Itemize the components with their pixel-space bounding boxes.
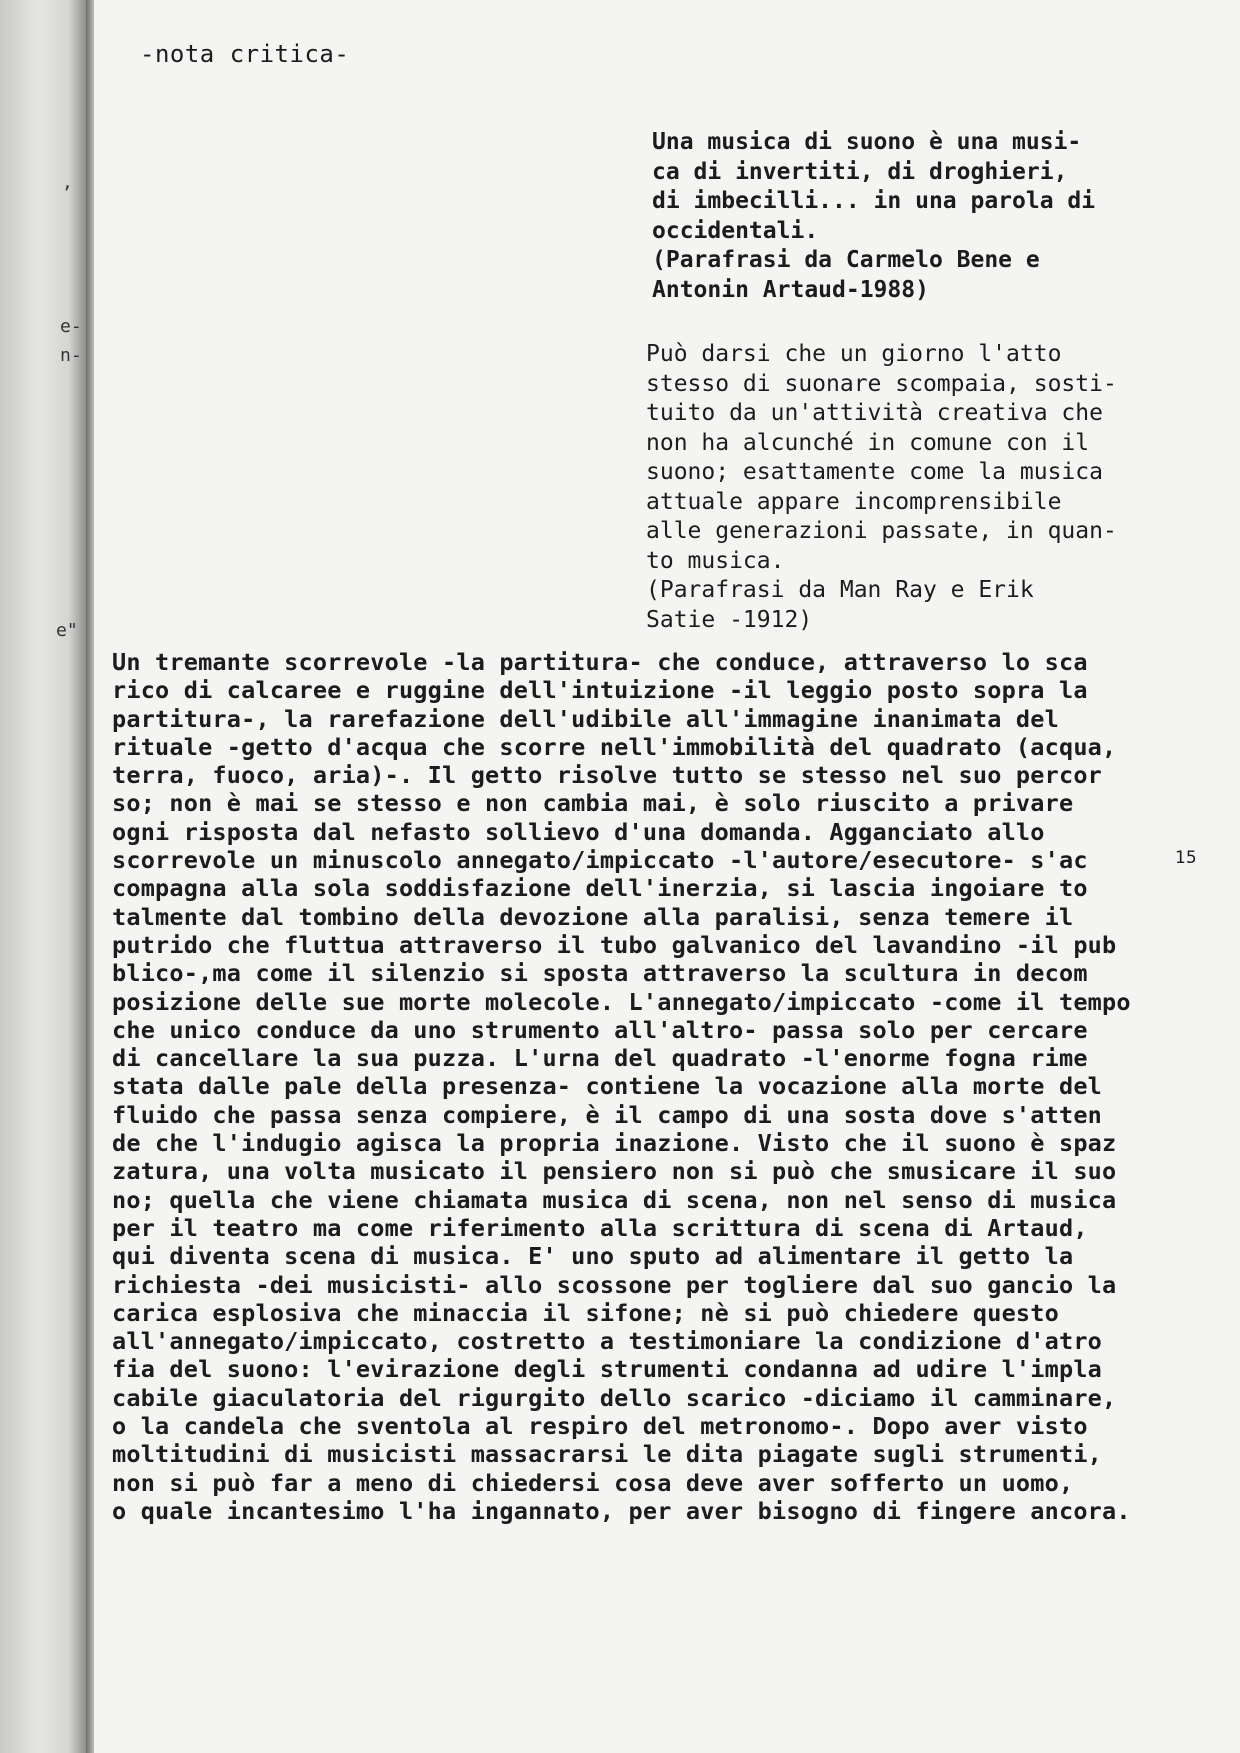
body-paragraph: Un tremante scorrevole -la partitura- che conduce, attraverso lo sca rico di calcaree e ruggine dell'intuizione -il leggio posto sopra la partitura-, la rarefazione dell'udibile all'immagine inanimata del rituale -getto d'acqua che scorre nell'immobilità del quadrato (acqua, terra, fuoco, aria)-. Il getto risolve tutto se stesso nel suo percor so; non è mai se stesso e non cambia mai, è solo riuscito a privare ogni risposta dal nefasto sollievo d'una domanda. Agganciato allo scorrevole un minuscolo annegato/impiccato -l'autore/esecutore- s'ac compagna alla sola soddisfazione dell'inerzia, si lascia ingoiare to talmente dal tombino della devozione alla paralisi, senza temere il putrido che fluttua attraverso il tubo galvanico del lavandino -il pub blico-,ma come il silenzio si sposta attraverso la scultura in decom posizione delle sue morte molecole. L'annegato/impiccato -come il tempo che unico conduce da uno strumento all'altro- passa solo per cercare di cancellare la sua puzza. L'urna del quadrato -l'enorme fogna rime stata dalle pale della presenza- contiene la vocazione alla morte del fluido che passa senza compiere, è il campo di una sosta dove s'atten de che l'indugio agisca la propria inazione. Visto che il suono è spaz zatura, una volta musicato il pensiero non si può che smusicare il suo no; quella che viene chiamata musica di scena, non nel senso di musica per il teatro ma come riferimento alla scrittura di scena di Artaud, qui diventa scena di musica. E' uno sputo ad alimentare il getto la richiesta -dei musicisti- allo scossone per togliere dal suo gancio la carica esplosiva che minaccia il sifone; nè si può chiedere questo all'annegato/impiccato, costretto a testimoniare la condizione d'atro fia del suono: l'evirazione degli strumenti condanna ad udire l'impla cabile giaculatoria del rigurgito dello scarico -diciamo il camminare, o la candela che sventola al respiro del metronomo-. Dopo aver visto moltitudini di musicisti massacrarsi le dita piagate sugli strumenti, non si può far a meno di chiedersi cosa deve aver sofferto un uomo, o quale incantesimo l'ha ingannato, per aver bisogno di fingere ancora. [112,648,1131,1525]
page-header: -nota critica- [140,40,350,68]
left-margin-mark: , [62,172,73,193]
page-binding-shadow [0,0,86,1753]
left-margin-mark: e" [56,620,78,641]
left-margin-mark: e- [60,316,82,337]
epigraph-quote-1: Una musica di suono è una musi- ca di invertiti, di droghieri, di imbecilli... in una parola di occidentali. (Parafrasi da Carmelo Bene e Antonin Artaud-1988) [652,129,1096,303]
page-binding-edge [86,0,94,1753]
left-margin-mark: n- [60,345,82,366]
page-number: 15 [1175,848,1197,868]
epigraph-quote-2: Può darsi che un giorno l'atto stesso di suonare scompaia, sosti- tuito da un'attività creativa che non ha alcunché in comune con il suono; esattamente come la musica attuale appare incomprensibile alle generazioni passate, in quan- to musica. (Parafrasi da Man Ray e Erik Satie -1912) [646,341,1117,633]
